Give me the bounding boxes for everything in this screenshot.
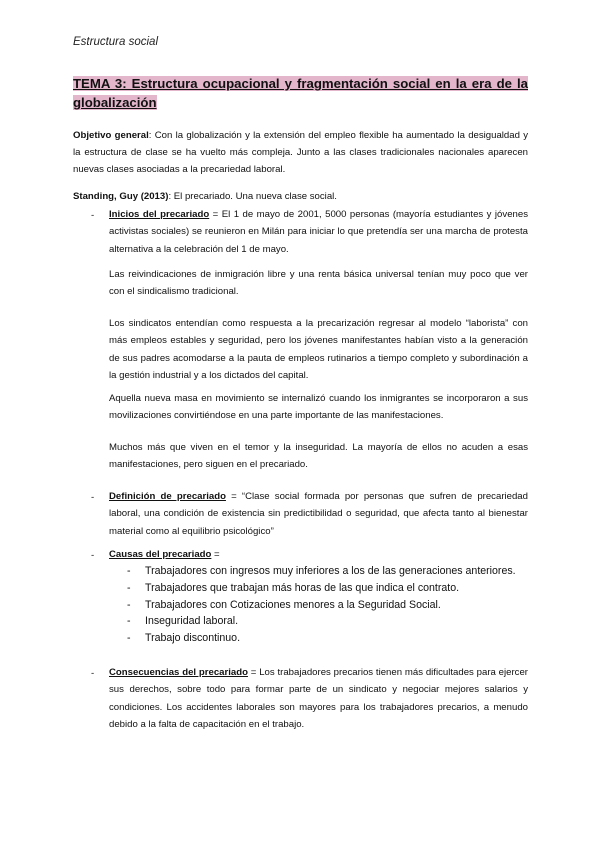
- inicios-text: = El 1 de mayo de 2001, 5000 personas (mayoría estudiantes y jóvenes activistas sociales) se reunieron en Milán para iniciar lo que pretendía ser una marcha de protesta alternativa a la celebración del 1 de mayo.: [109, 209, 528, 255]
- reference-author: Standing, Guy (2013): [73, 191, 169, 202]
- section-causas: [109, 546, 528, 563]
- cause-text: Trabajadores que trabajan más horas de las que indica el contrato.: [145, 581, 460, 594]
- list-item: [127, 563, 527, 580]
- objective-paragraph: [73, 127, 528, 178]
- inicios-paragraph-3: Aquella nueva masa en movimiento se internalizó cuando los inmigrantes se incorporaron a sus movilizaciones convirtiéndose en una parte importante de las manifestaciones.: [109, 393, 528, 422]
- bullet-dash: -: [91, 210, 95, 221]
- document-title: [73, 74, 528, 112]
- bullet-dash: -: [127, 565, 131, 577]
- list-item: [127, 630, 527, 647]
- inicios-paragraph-4: Muchos más que viven en el temor y la inseguridad. La mayoría de ellos no acuden a esas manifestaciones, pero siguen en el precariado.: [109, 442, 528, 471]
- consecuencias-text: = Los trabajadores precarios tienen más dificultades para ejercer sus derechos, sobre todo para formar parte de un sindicato y negociar mejores salarios y condiciones. Los accidentes laborales son mayores para los trabajadores precarios, a menudo debido a la falta de capacitación en el trabajo.: [109, 667, 528, 731]
- bullet-dash: -: [127, 581, 131, 594]
- cause-text: Inseguridad laboral.: [145, 615, 239, 628]
- reference-line: [73, 190, 528, 204]
- bullet-dash: -: [127, 632, 131, 645]
- list-item: [127, 580, 527, 597]
- inicios-paragraph-1: Las reivindicaciones de inmigración libre y una renta básica universal tenían muy poco que ver con el sindicalismo tradicional.: [109, 269, 528, 298]
- list-item: [127, 613, 527, 630]
- causas-label: Causas del precariado: [109, 549, 212, 560]
- objective-text: : Con la globalización y la extensión del empleo flexible ha aumentado la desigualdad y la estructura de clase se ha vuelto más compleja. Junto a las clases tradicionales nacionales aparecen nuevas clases asociadas a la precariedad laboral.: [73, 130, 529, 175]
- reference-text: : El precariado. Una nueva clase social.: [168, 191, 337, 202]
- cause-text: Trabajo discontinuo.: [145, 632, 241, 645]
- section-inicios: [109, 206, 528, 258]
- cause-text: Trabajadores con Cotizaciones menores a la Seguridad Social.: [145, 598, 441, 611]
- objective-label: Objetivo general: [73, 130, 149, 141]
- definicion-text: = “Clase social formada por personas que sufren de precariedad laboral, una condición de existencia sin predictibilidad o seguridad, que afecta tanto al bienestar material como al equilibrio psicológico”: [109, 491, 528, 537]
- bullet-dash: -: [91, 668, 95, 679]
- section-definicion: [109, 488, 528, 540]
- causas-text: =: [211, 549, 220, 560]
- running-header: Estructura social: [73, 36, 159, 48]
- list-item: [127, 597, 527, 614]
- title-highlight: TEMA 3: Estructura ocupacional y fragmentación social en la era de la globalización: [73, 76, 528, 110]
- section-consecuencias: [109, 664, 528, 734]
- bullet-dash: -: [91, 492, 95, 503]
- consecuencias-label: Consecuencias del precariado: [109, 667, 248, 678]
- definicion-label: Definición de precariado: [109, 491, 226, 502]
- causes-list: [127, 563, 527, 647]
- inicios-paragraph-2: Los sindicatos entendían como respuesta a la precarización regresar al modelo “laborista” con más empleos estables y seguridad, pero los jóvenes manifestantes habían visto a la generación de sus padres acomodarse a la pauta de empleos rutinarios a tiempo completo y subordinación a la gestión industrial y a los dictados del capital.: [109, 318, 528, 382]
- bullet-dash: -: [127, 615, 131, 628]
- bullet-dash: -: [91, 550, 95, 561]
- inicios-label: Inicios del precariado: [109, 209, 210, 220]
- bullet-dash: -: [127, 598, 131, 611]
- cause-text: Trabajadores con ingresos muy inferiores a los de las generaciones anteriores.: [145, 565, 516, 577]
